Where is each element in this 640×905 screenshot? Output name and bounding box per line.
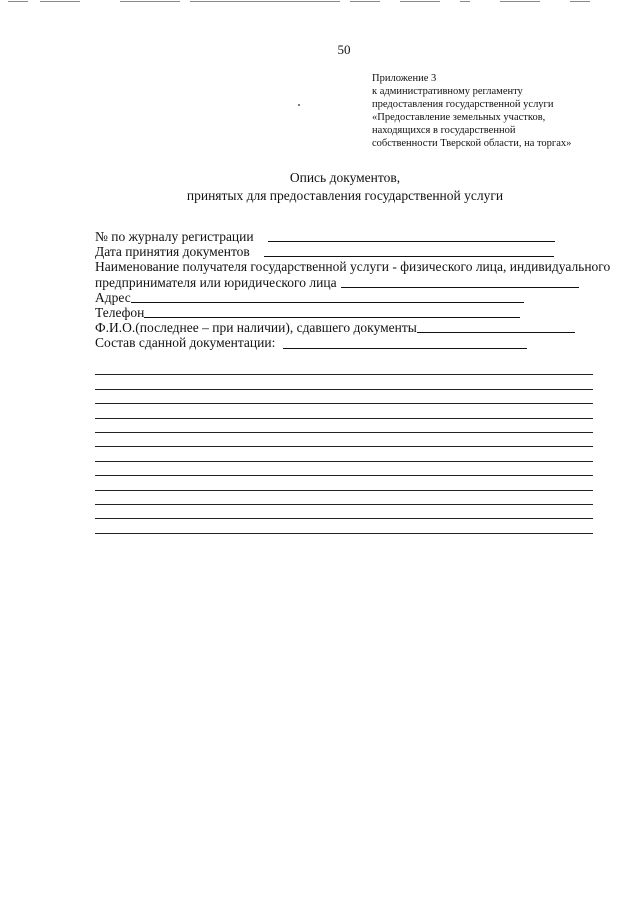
appendix-line: Приложение 3 bbox=[372, 73, 437, 84]
submitter-row bbox=[95, 320, 605, 335]
documentation-blank-line[interactable] bbox=[95, 361, 593, 375]
document-title: Опись документов, bbox=[289, 170, 401, 185]
appendix-line: «Предоставление земельных участков, bbox=[372, 112, 546, 124]
phone-field[interactable] bbox=[144, 306, 520, 318]
address-field[interactable] bbox=[131, 291, 524, 303]
composition-row bbox=[95, 335, 605, 350]
documentation-blank-line[interactable] bbox=[95, 505, 593, 519]
documentation-blank-line[interactable] bbox=[95, 375, 593, 389]
documentation-blank-line[interactable] bbox=[95, 404, 593, 418]
recipient-name-row-2 bbox=[95, 275, 605, 290]
recipient-name-field[interactable] bbox=[341, 276, 579, 288]
acceptance-date-label: Дата принятия документов bbox=[95, 244, 250, 260]
phone-row bbox=[95, 305, 605, 320]
documentation-blank-line[interactable] bbox=[95, 519, 593, 533]
documentation-blank-line[interactable] bbox=[95, 419, 593, 433]
acceptance-date-row bbox=[95, 244, 605, 259]
recipient-name-label: Наименование получателя государственной услуги - физического лица, индивидуального bbox=[95, 259, 611, 275]
documentation-blank-line[interactable] bbox=[95, 476, 593, 490]
recipient-name-label-continued: предпринимателя или юридического лица bbox=[95, 274, 337, 290]
registration-number-field[interactable] bbox=[268, 230, 555, 242]
recipient-name-row-1 bbox=[95, 259, 611, 275]
documentation-blank-line[interactable] bbox=[95, 447, 593, 461]
documentation-list-lines bbox=[95, 361, 593, 534]
documentation-blank-line[interactable] bbox=[95, 462, 593, 476]
composition-field[interactable] bbox=[283, 337, 527, 349]
documentation-blank-line[interactable] bbox=[95, 491, 593, 505]
inventory-form bbox=[95, 228, 611, 351]
address-row bbox=[95, 290, 605, 305]
document-subtitle: принятых для предоставления государственной услуги bbox=[186, 188, 504, 203]
documentation-blank-line[interactable] bbox=[95, 433, 593, 447]
address-label: Адрес bbox=[95, 289, 131, 305]
scan-speck bbox=[298, 104, 300, 106]
acceptance-date-field[interactable] bbox=[264, 245, 554, 257]
appendix-line: находящихся в государственной bbox=[372, 125, 516, 137]
submitter-label: Ф.И.О.(последнее – при наличии), сдавшего документы bbox=[95, 320, 417, 336]
appendix-heading bbox=[372, 72, 632, 151]
appendix-line: собственности Тверской области, на торгах» bbox=[372, 138, 572, 150]
appendix-line: к административному регламенту bbox=[372, 86, 523, 98]
appendix-line: предоставления государственной услуги bbox=[372, 99, 554, 111]
scan-artifact-top-edge bbox=[0, 0, 640, 6]
submitter-field[interactable] bbox=[417, 321, 575, 333]
registration-number-row bbox=[95, 229, 605, 244]
phone-label: Телефон bbox=[95, 304, 145, 320]
composition-label: Состав сданной документации: bbox=[95, 335, 276, 351]
page-number: 50 bbox=[337, 42, 351, 57]
documentation-blank-line[interactable] bbox=[95, 390, 593, 404]
registration-number-label: № по журналу регистрации bbox=[95, 228, 254, 244]
